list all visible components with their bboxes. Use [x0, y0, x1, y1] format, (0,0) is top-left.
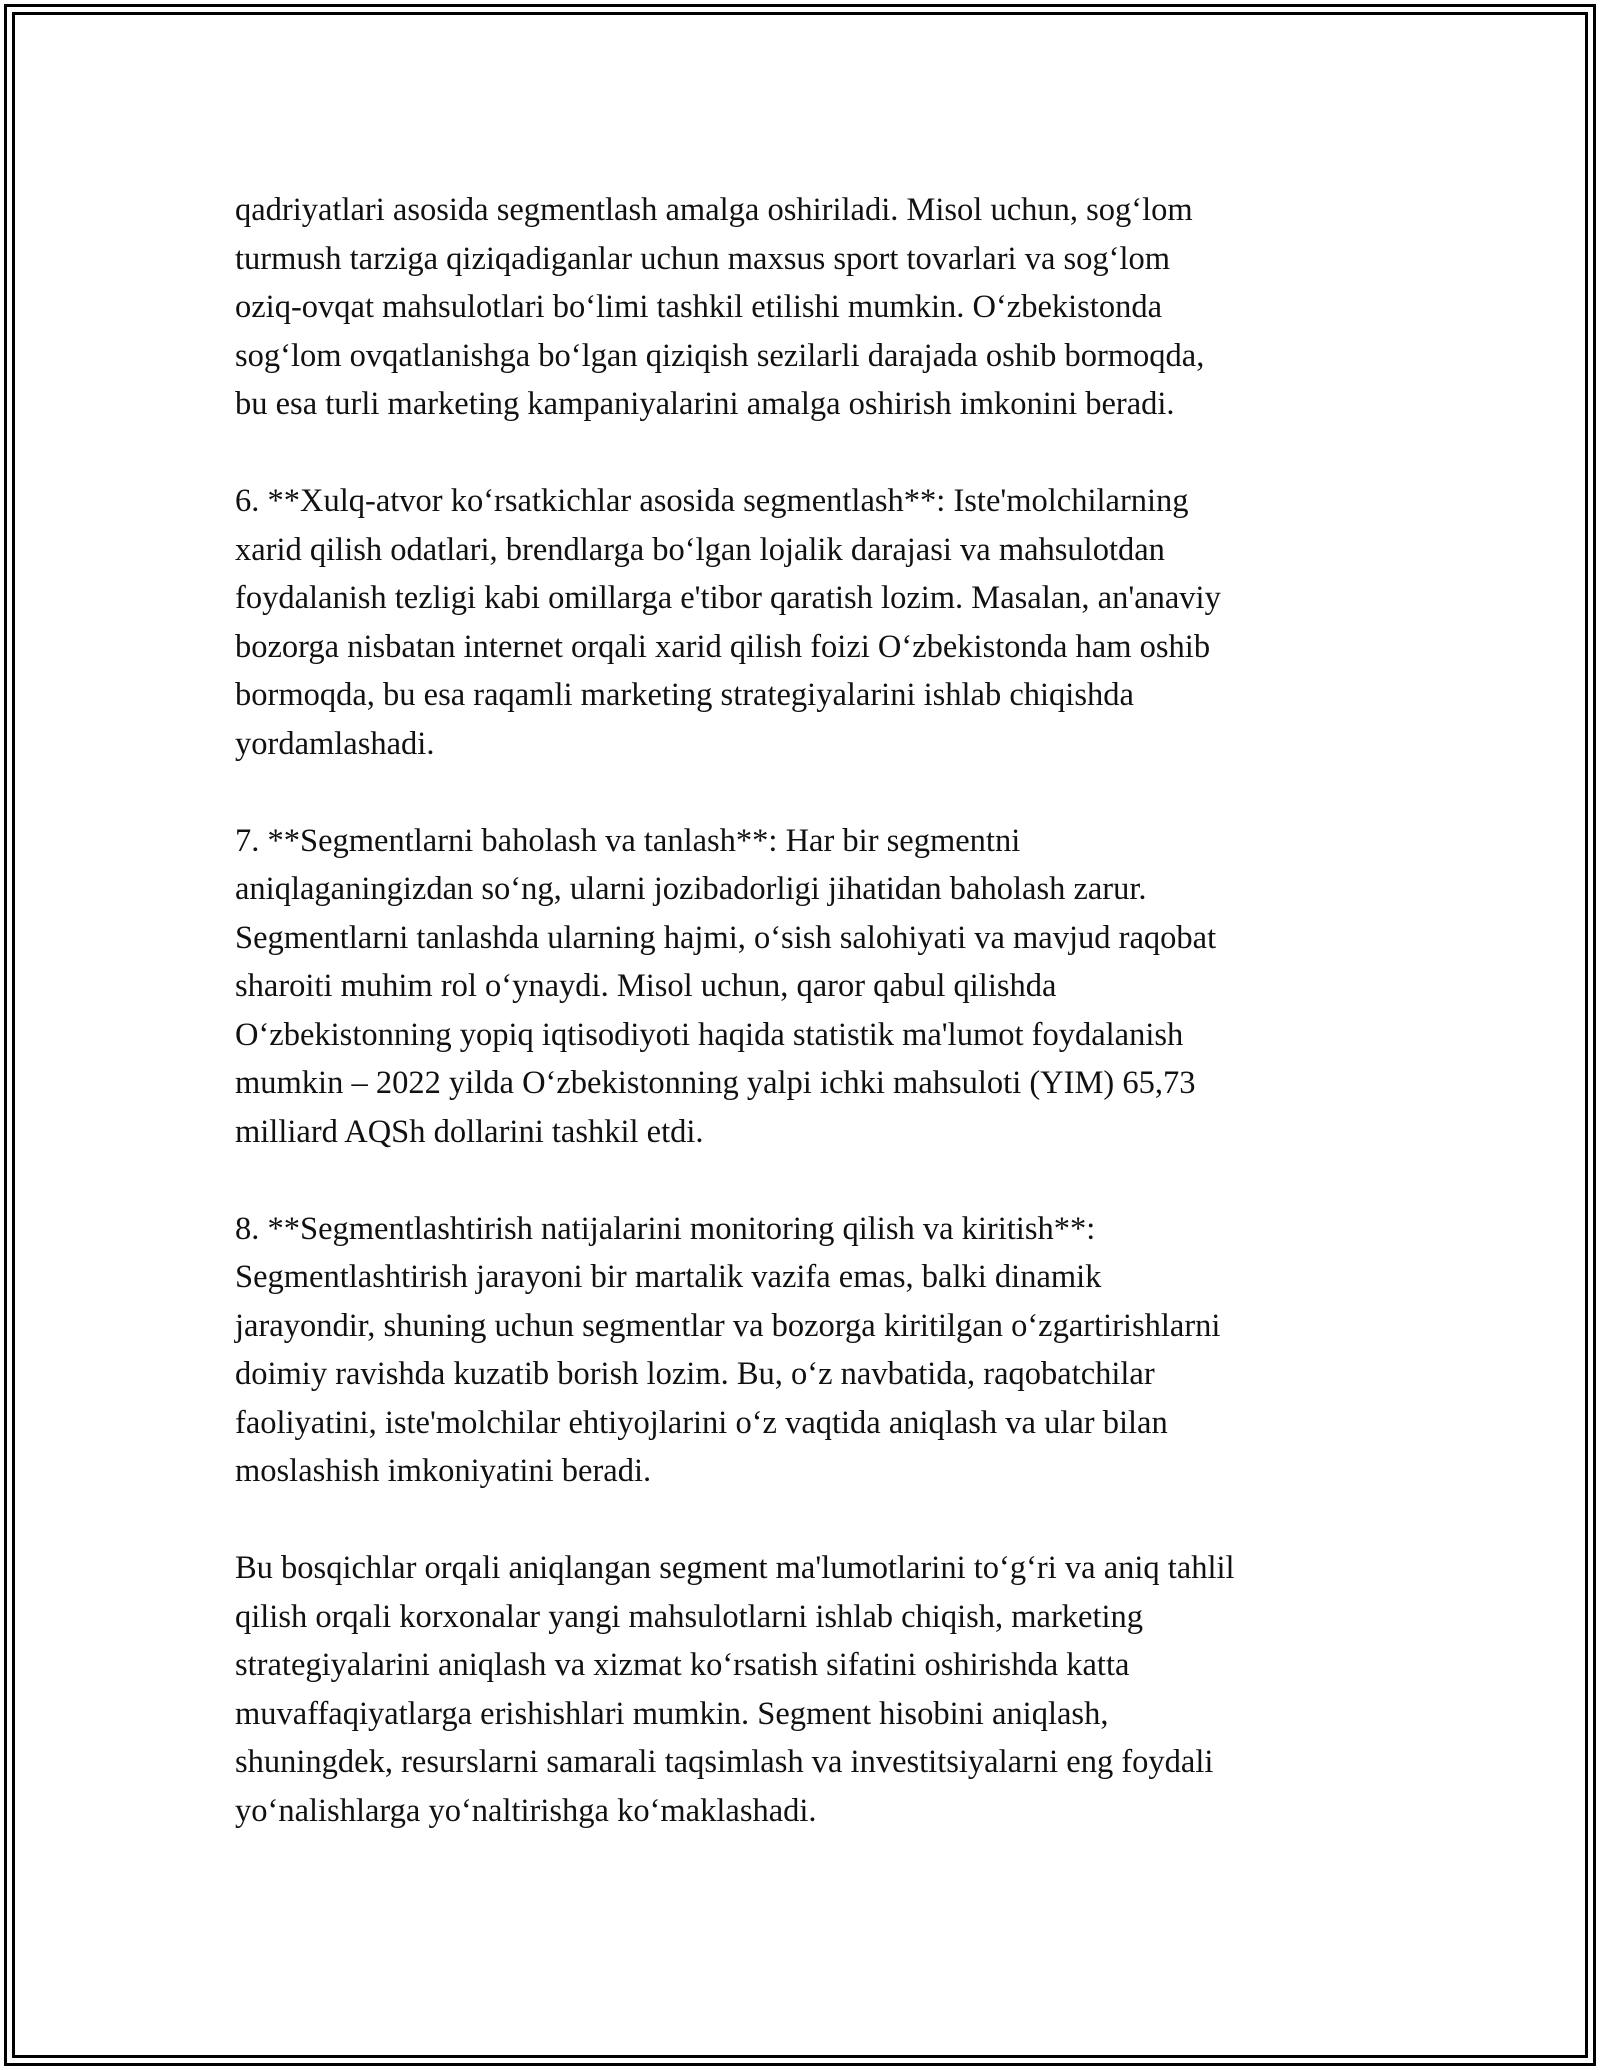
paragraph-item-7 [235, 817, 1395, 1157]
paragraph-conclusion [235, 1544, 1395, 1835]
text-line: foydalanish tezligi kabi omillarga e'tibor qaratish lozim. Masalan, an'anaviy [235, 580, 1221, 616]
text-line: sharoiti muhim rol o‘ynaydi. Misol uchun, qaror qabul qilishda [235, 968, 1057, 1004]
text-line: moslashish imkoniyatini beradi. [235, 1453, 652, 1489]
text-line: xarid qilish odatlari, brendlarga bo‘lgan lojalik darajasi va mahsulotdan [235, 531, 1165, 568]
text-line: doimiy ravishda kuzatib borish lozim. Bu, o‘z navbatida, raqobatchilar [235, 1356, 1155, 1392]
text-line: faoliyatini, iste'molchilar ehtiyojlarini o‘z vaqtida aniqlash va ular bilan [235, 1404, 1168, 1441]
text-line: strategiyalarini aniqlash va xizmat ko‘rsatish sifatini oshirishda katta [235, 1647, 1130, 1683]
paragraph-item-8 [235, 1205, 1395, 1496]
text-line: turmush tarziga qiziqadiganlar uchun maxsus sport tovarlari va sog‘lom [235, 240, 1171, 277]
text-line: shuningdek, resurslarni samarali taqsimlash va investitsiyalarni eng foydali [235, 1744, 1214, 1780]
text-line: muvaffaqiyatlarga erishishlari mumkin. Segment hisobini aniqlash, [235, 1695, 1109, 1732]
text-line: 6. **Xulq-atvor ko‘rsatkichlar asosida segmentlash**: Iste'molchilarning [235, 483, 1189, 519]
text-line: bu esa turli marketing kampaniyalarini amalga oshirish imkonini beradi. [235, 386, 1175, 422]
text-line: bozorga nisbatan internet orqali xarid qilish foizi O‘zbekistonda ham oshib [235, 628, 1211, 665]
text-line: yo‘nalishlarga yo‘naltirishga ko‘maklashadi. [235, 1792, 817, 1829]
paragraph-values-segmentation [235, 186, 1395, 429]
text-line: qadriyatlari asosida segmentlash amalga oshiriladi. Misol uchun, sog‘lom [235, 192, 1193, 228]
text-line: mumkin – 2022 yilda O‘zbekistonning yalpi ichki mahsuloti (YIM) 65,73 [235, 1065, 1196, 1101]
document-body [235, 186, 1395, 1884]
text-line: sog‘lom ovqatlanishga bo‘lgan qiziqish sezilarli darajada oshib bormoqda, [235, 337, 1205, 374]
text-line: oziq-ovqat mahsulotlari bo‘limi tashkil etilishi mumkin. O‘zbekistonda [235, 289, 1163, 325]
text-line: Segmentlarni tanlashda ularning hajmi, o‘sish salohiyati va mavjud raqobat [235, 919, 1217, 956]
text-line: jarayondir, shuning uchun segmentlar va bozorga kiritilgan o‘zgartirishlarni [235, 1307, 1221, 1344]
paragraph-item-6 [235, 477, 1395, 768]
text-line: Segmentlashtirish jarayoni bir martalik vazifa emas, balki dinamik [235, 1259, 1102, 1295]
text-line: Bu bosqichlar orqali aniqlangan segment ma'lumotlarini to‘g‘ri va aniq tahlil [235, 1550, 1235, 1586]
text-line: O‘zbekistonning yopiq iqtisodiyoti haqida statistik ma'lumot foydalanish [235, 1016, 1184, 1053]
text-line: 8. **Segmentlashtirish natijalarini monitoring qilish va kiritish**: [235, 1210, 1096, 1247]
text-line: milliard AQSh dollarini tashkil etdi. [235, 1113, 704, 1150]
text-line: bormoqda, bu esa raqamli marketing strategiyalarini ishlab chiqishda [235, 677, 1134, 713]
text-line: yordamlashadi. [235, 725, 435, 762]
text-line: aniqlaganingizdan so‘ng, ularni jozibadorligi jihatidan baholash zarur. [235, 871, 1147, 907]
text-line: 7. **Segmentlarni baholash va tanlash**: Har bir segmentni [235, 822, 1021, 859]
text-line: qilish orqali korxonalar yangi mahsulotlarni ishlab chiqish, marketing [235, 1598, 1144, 1635]
